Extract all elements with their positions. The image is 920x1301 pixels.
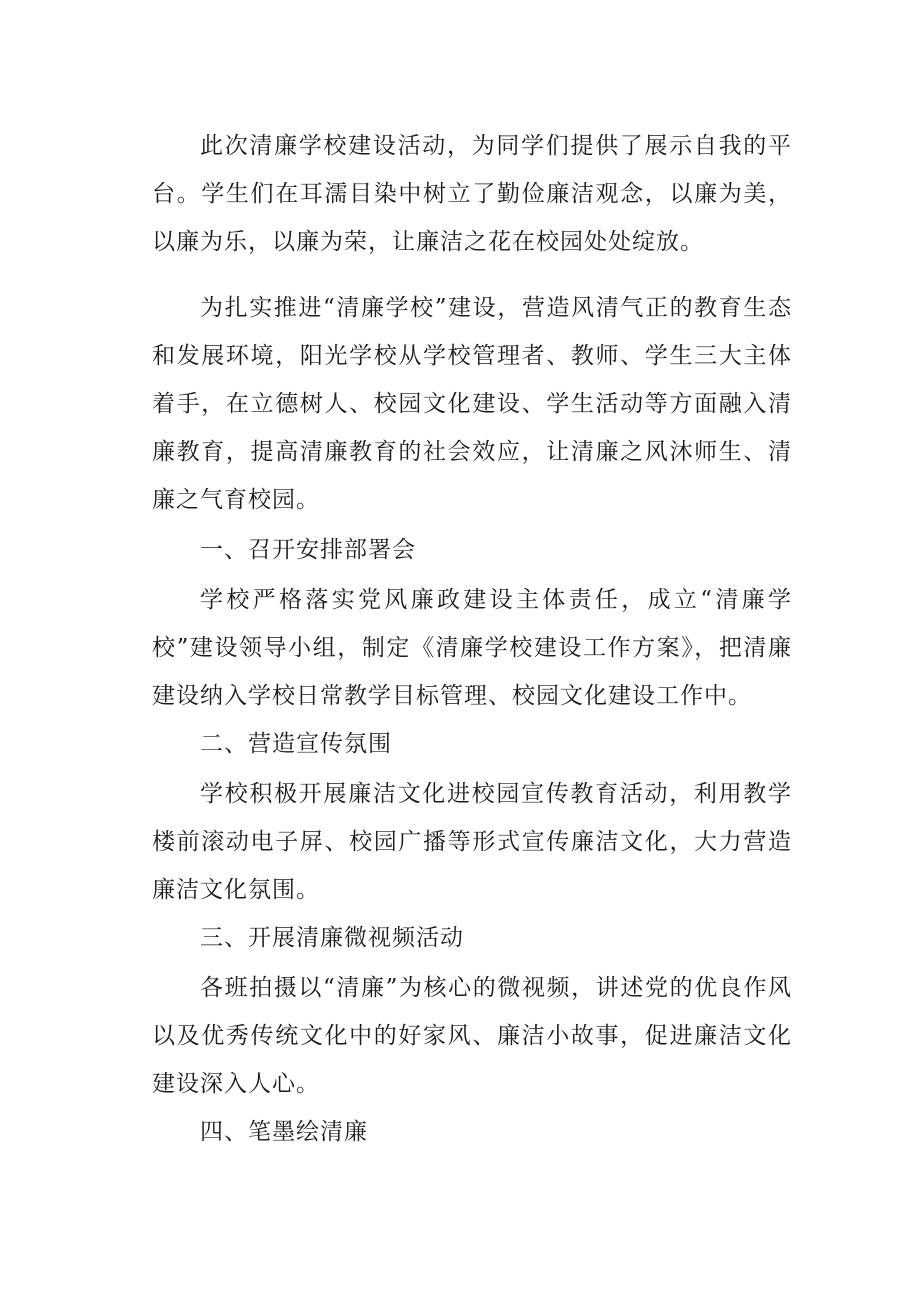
intro-paragraph: 此次清廉学校建设活动，为同学们提供了展示自我的平台。学生们在耳濡目染中树立了勤俭廉洁观念，以廉为美，以廉为乐，以廉为荣，让廉洁之花在校园处处绽放。 — [152, 133, 792, 255]
section-1-body: 学校严格落实党风廉政建设主体责任，成立“清廉学校”建设领导小组，制定《清廉学校建设工作方案》，把清廉建设纳入学校日常教学目标管理、校园文化建设工作中。 — [152, 587, 792, 709]
section-3-heading: 三、开展清廉微视频活动 — [200, 925, 464, 951]
section-2-heading: 二、营造宣传氛围 — [200, 731, 392, 757]
section-2-body: 学校积极开展廉洁文化进校园宣传教育活动，利用教学楼前滚动电子屏、校园广播等形式宣传廉洁文化，大力营造廉洁文化氛围。 — [152, 781, 792, 903]
section-1-heading: 一、召开安排部署会 — [200, 537, 416, 563]
section-3-body: 各班拍摄以“清廉”为核心的微视频，讲述党的优良作风以及优秀传统文化中的好家风、廉洁小故事，促进廉洁文化建设深入人心。 — [152, 975, 792, 1097]
section-4-heading: 四、笔墨绘清廉 — [200, 1119, 368, 1145]
overview-paragraph: 为扎实推进“清廉学校”建设，营造风清气正的教育生态和发展环境，阳光学校从学校管理者、教师、学生三大主体着手，在立德树人、校园文化建设、学生活动等方面融入清廉教育，提高清廉教育的社会效应，让清廉之风沐师生、清廉之气育校园。 — [152, 295, 792, 513]
